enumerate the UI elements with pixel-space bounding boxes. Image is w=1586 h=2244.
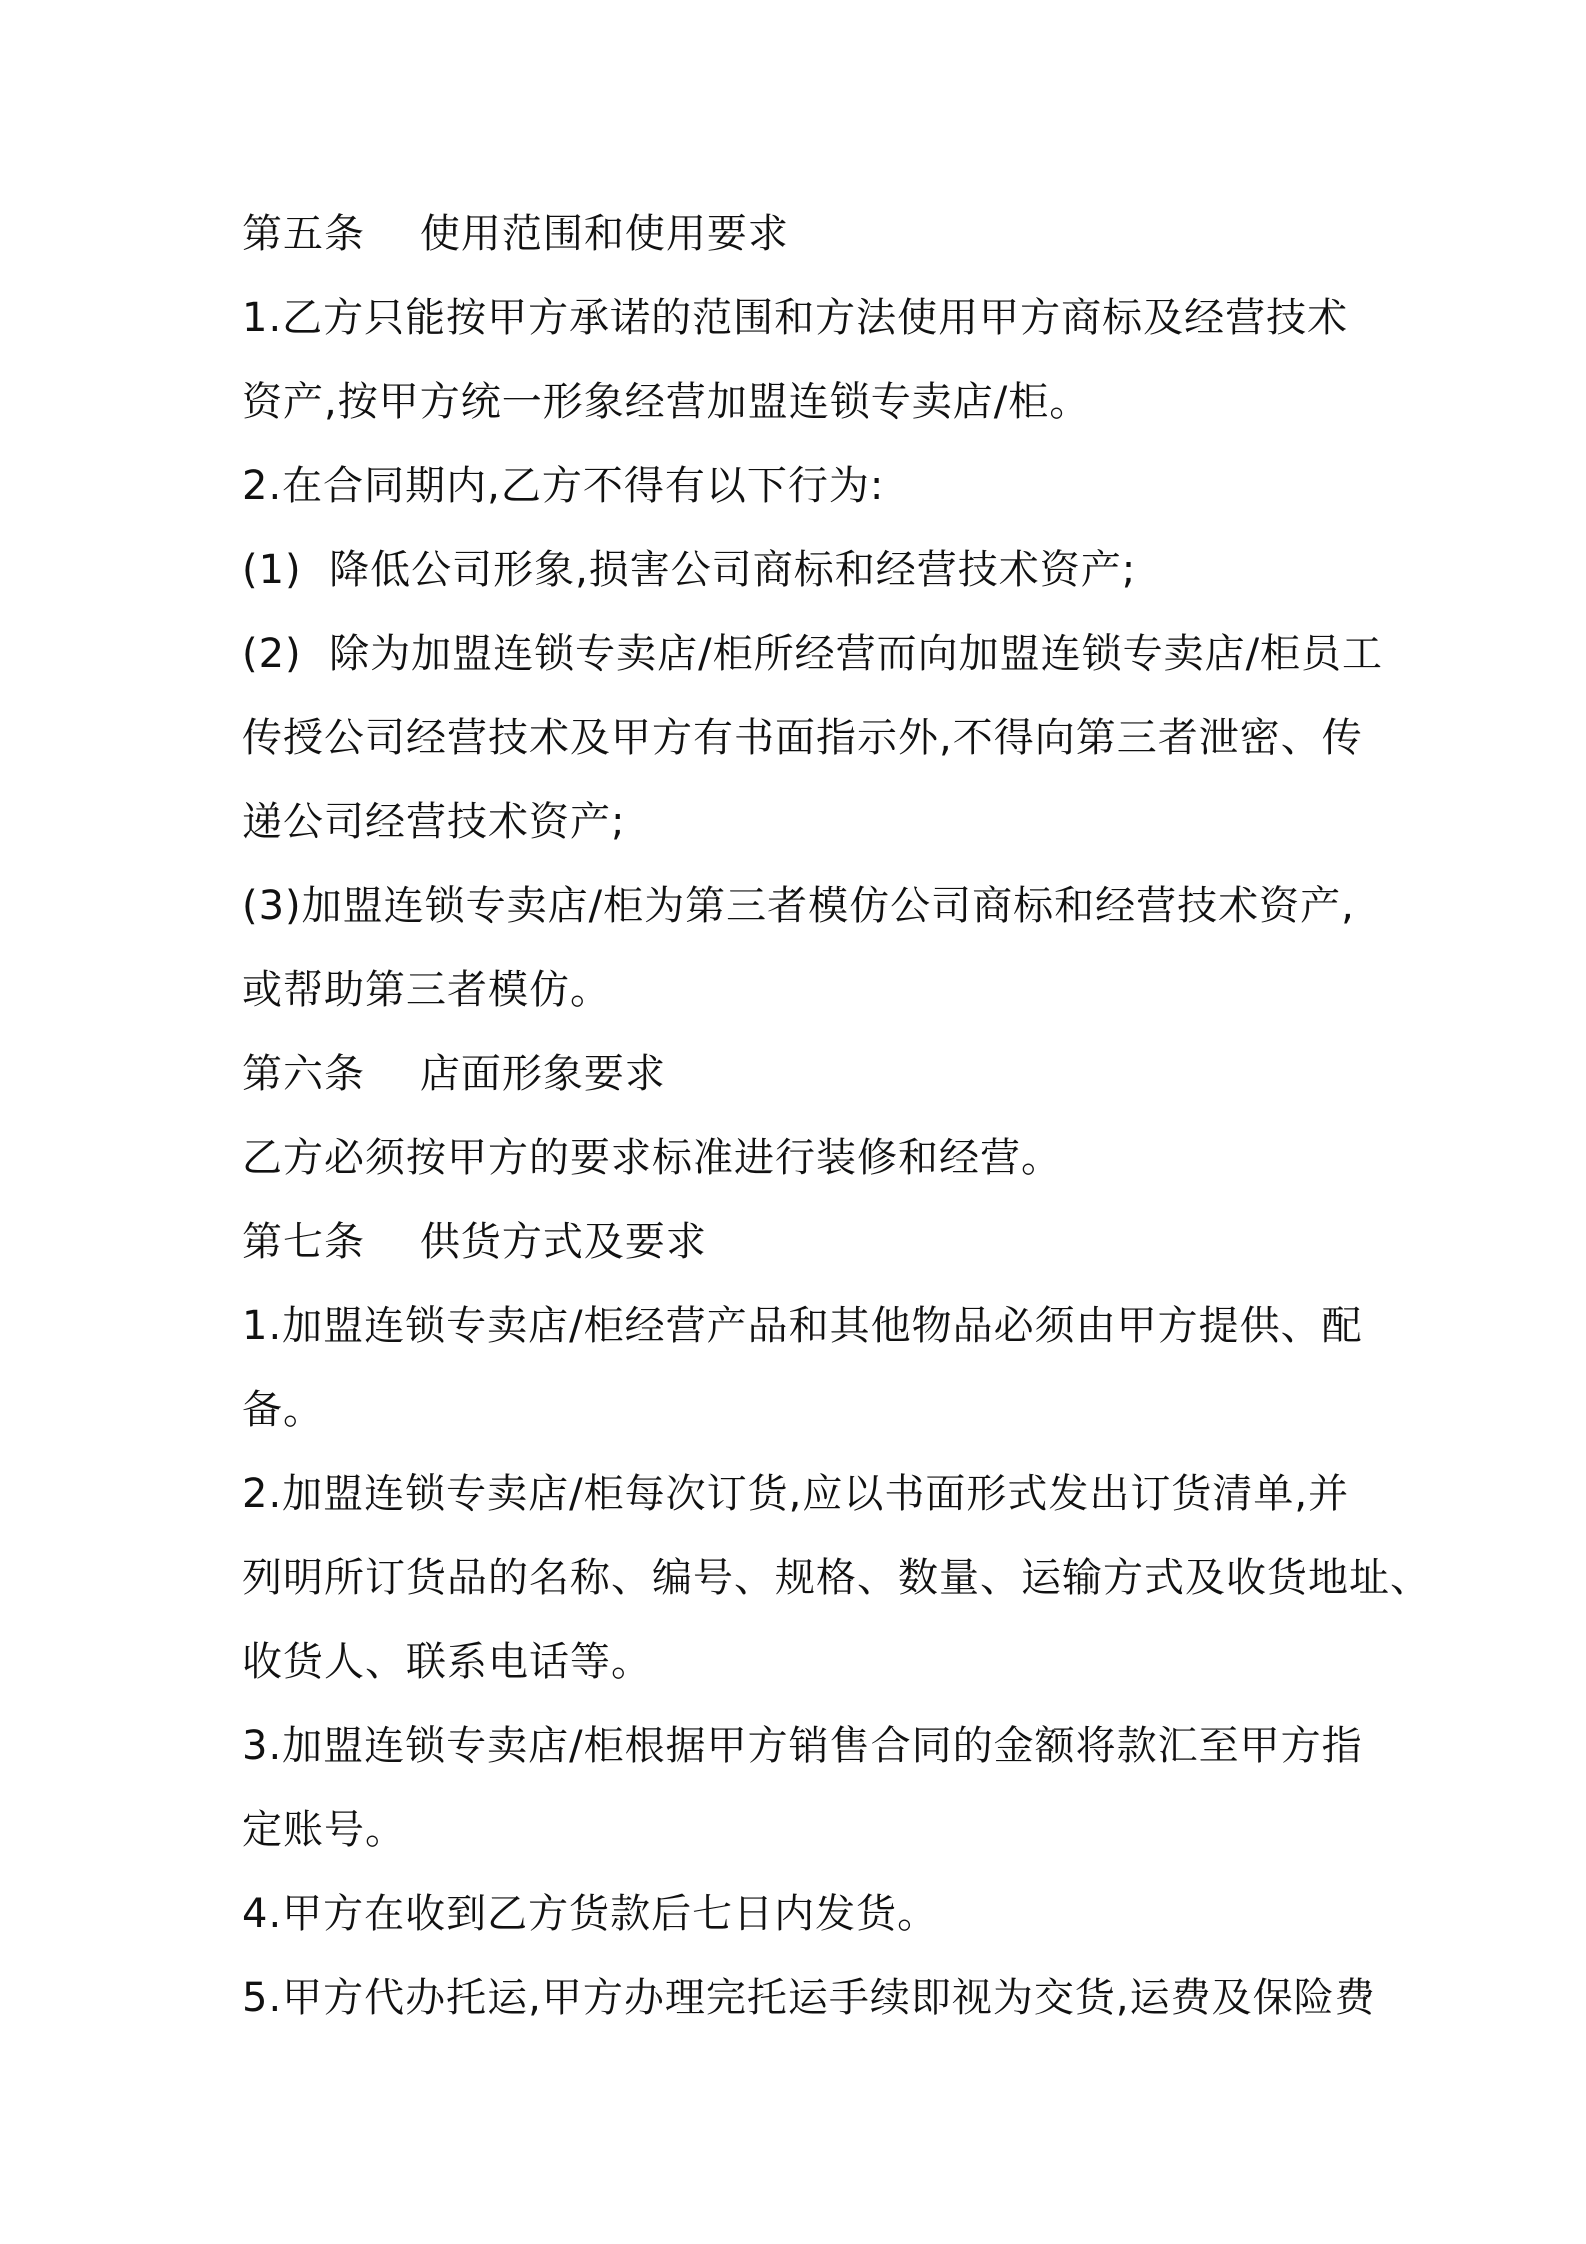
text-line: 5.甲方代办托运,甲方办理完托运手续即视为交货,运费及保险费 xyxy=(242,1975,1376,2021)
text-line: 2.在合同期内,乙方不得有以下行为: xyxy=(242,463,885,509)
text-line: 3.加盟连锁专卖店/柜根据甲方销售合同的金额将款汇至甲方指 xyxy=(242,1723,1363,1769)
text-line: 2.加盟连锁专卖店/柜每次订货,应以书面形式发出订货清单,并 xyxy=(242,1471,1350,1517)
text-line: 资产,按甲方统一形象经营加盟连锁专卖店/柜。 xyxy=(242,379,1091,425)
article-6-heading: 第六条 店面形象要求 xyxy=(242,1051,666,1097)
text-line: 定账号。 xyxy=(242,1807,406,1853)
text-line: 传授公司经营技术及甲方有书面指示外,不得向第三者泄密、传 xyxy=(242,715,1363,761)
text-line: 递公司经营技术资产; xyxy=(242,799,626,845)
text-line: 乙方必须按甲方的要求标准进行装修和经营。 xyxy=(242,1135,1062,1181)
text-line: 列明所订货品的名称、编号、规格、数量、运输方式及收货地址、 xyxy=(242,1555,1431,1601)
article-7-heading: 第七条 供货方式及要求 xyxy=(242,1219,707,1265)
text-line: (3)加盟连锁专卖店/柜为第三者模仿公司商标和经营技术资产, xyxy=(242,883,1355,929)
text-line: 1.乙方只能按甲方承诺的范围和方法使用甲方商标及经营技术 xyxy=(242,295,1349,341)
text-line: (1) 降低公司形象,损害公司商标和经营技术资产; xyxy=(242,547,1137,593)
document-body xyxy=(242,192,1431,2040)
text-line: 或帮助第三者模仿。 xyxy=(242,967,611,1013)
text-line: (2) 除为加盟连锁专卖店/柜所经营而向加盟连锁专卖店/柜员工 xyxy=(242,631,1384,677)
text-line: 1.加盟连锁专卖店/柜经营产品和其他物品必须由甲方提供、配 xyxy=(242,1303,1363,1349)
text-line: 收货人、联系电话等。 xyxy=(242,1639,652,1685)
text-line: 4.甲方在收到乙方货款后七日内发货。 xyxy=(242,1891,939,1937)
article-5-heading: 第五条 使用范围和使用要求 xyxy=(242,211,789,257)
text-line: 备。 xyxy=(242,1387,324,1433)
